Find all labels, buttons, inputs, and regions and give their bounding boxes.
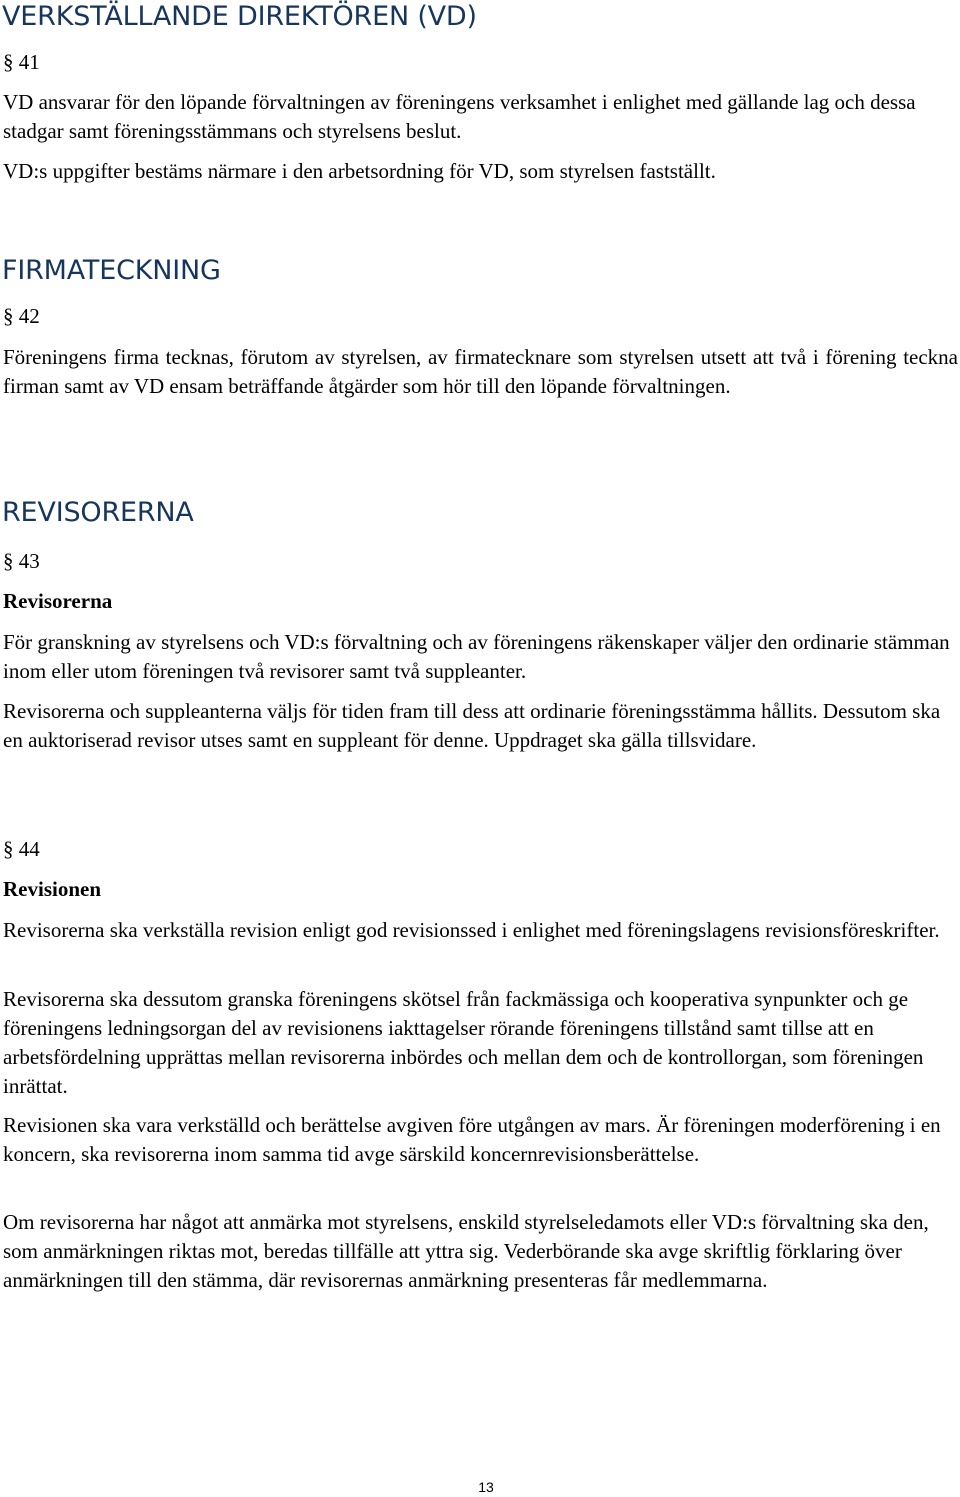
section-heading-firmateckning: FIRMATECKNING [2,255,221,286]
paragraph: VD ansvarar för den löpande förvaltningen av föreningens verksamhet i enlighet med gällande lag och dessa stadgar samt föreningsstämmans och styrelsens beslut. [3,90,916,143]
section-subtitle-revisorerna: Revisorerna [3,589,113,613]
section-mark-41: § 41 [3,50,40,74]
section-heading-revisorerna: REVISORERNA [2,497,194,528]
paragraph: Revisorerna ska verkställa revision enligt god revisionssed i enlighet med föreningslagens revisionsföreskrifter. [3,918,940,942]
paragraph: Revisionen ska vara verkställd och berättelse avgiven före utgången av mars. Är föreningen moderförening i en koncern, ska revisorerna inom samma tid avge särskild koncernrevisionsberättelse. [3,1113,941,1166]
section-mark-43: § 43 [3,549,40,573]
paragraph: För granskning av styrelsens och VD:s förvaltning och av föreningens räkenskaper väljer den ordinarie stämman inom eller utom föreningen två revisorer samt två suppleanter. [3,630,950,683]
paragraph: Föreningens firma tecknas, förutom av styrelsen, av firmatecknare som styrelsen utsett att två i förening teckna firman samt av VD ensam beträffande åtgärder som hör till den löpande förvaltningen. [3,345,958,398]
section-subtitle-revisionen: Revisionen [3,877,102,901]
section-mark-42: § 42 [3,304,40,328]
paragraph: Revisorerna ska dessutom granska föreningens skötsel från fackmässiga och kooperativa synpunkter och ge föreningens ledningsorgan del av revisionens iakttagelser rörande föreningens tillstånd samt tillse att en arbetsfördelning upprättas mellan revisorerna inbördes och mellan dem och de kontrollorgan, som föreningen inrättat. [3,987,924,1098]
paragraph: VD:s uppgifter bestäms närmare i den arbetsordning för VD, som styrelsen fastställt. [3,159,716,183]
section-mark-44: § 44 [3,837,40,861]
paragraph: Om revisorerna har något att anmärka mot styrelsens, enskild styrelseledamots eller VD:s förvaltning ska den, som anmärkningen riktas mot, beredas tillfälle att yttra sig. Vederbörande ska avge skriftlig förklaring över anmärkningen till den stämma, där revisorernas anmärkning presenteras får medlemmarna. [3,1210,929,1292]
section-heading-vd: VERKSTÄLLANDE DIREKTÖREN (VD) [2,1,477,32]
paragraph: Revisorerna och suppleanterna väljs för tiden fram till dess att ordinarie föreningsstämma hållits. Dessutom ska en auktoriserad revisor utses samt en suppleant för denne. Uppdraget ska gälla tillsvidare. [3,699,941,752]
page-number: 13 [478,1479,494,1495]
